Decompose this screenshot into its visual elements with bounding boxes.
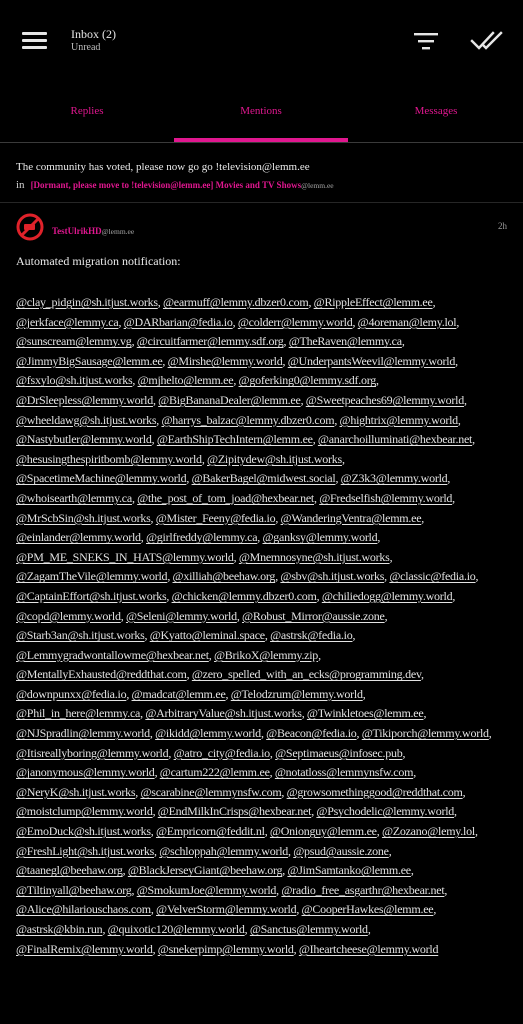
user-mention-link[interactable]: @MrScbSin@sh.itjust.works [16,510,151,525]
user-mention-link[interactable]: @PM_ME_SNEKS_IN_HATS@lemmy.world [16,549,234,564]
user-mention-link[interactable]: @VelverStorm@lemmy.world [156,902,297,917]
page-title: Inbox (2) [71,27,116,41]
page-subtitle: Unread [71,42,101,53]
user-mention-link[interactable]: @sunscream@lemmy.vg [16,334,132,349]
tab-label: Messages [414,105,458,117]
user-mention-link[interactable]: @Phil_in_here@lemmy.ca [16,706,141,721]
user-mention-link[interactable]: @SpacetimeMachine@lemmy.world [16,471,187,486]
mentions-list: @clay_pidgin@sh.itjust.works, @earmuff@lemmy.dbzer0.com, @RippleEffect@lemm.ee, @jerkface@lemmy.ca, @DARbarian@fedia.io, @colderr@lemmy.world, @4oreman@lemy.lol, @sunscream@lemmy.vg, @circuitfarmer@lemmy.sdf.org, @TheRaven@lemmy.ca, @JimmyBigSausage@lemm.ee, @Mirshe@lemmy.world, @UnderpantsWeevil@lemmy.world, @fsxylo@sh.itjust.works, @mjhelto@lemm.ee, @goferking0@lemmy.sdf.org, @DrSleepless@lemmy.world, @BigBananaDealer@lemm.ee, @Sweetpeaches69@lemmy.world, @wheeldawg@sh.itjust.works, @harrys_balzac@lemmy.dbzer0.com, @hightrix@lemmy.world, @Nastybutler@lemmy.world, @EarthShipTechIntern@lemm.ee, @anarchoilluminati@hexbear.net, @hesusingthespiritbomb@lemmy.world, @Zipitydew@sh.itjust.works, @SpacetimeMachine@lemmy.world, @BakerBagel@midwest.social, @Z3k3@lemmy.world, @whoisearth@lemmy.ca, @the_post_of_tom_joad@hexbear.net, @Fredselfish@lemmy.world, @MrScbSin@sh.itjust.works, @Mister_Feeny@fedia.io, @WanderingVentra@lemm.ee, @einlander@lemmy.world, @girlfreddy@lemmy.ca, @ganksy@lemmy.world, @PM_ME_SNEKS_IN_HATS@lemmy.world, @Mnemnosyne@sh.itjust.works, @ZagamTheVile@lemmy.world, @xilliah@beehaw.org, @sbv@sh.itjust.works, @classic@fedia.io, @CaptainEffort@sh.itjust.works, @chicken@lemmy.dbzer0.com, @chiliedogg@lemmy.world, @copd@lemmy.world, @Seleni@lemmy.world, @Robust_Mirror@aussie.zone, @Starb3an@sh.itjust.works, @Kyatto@leminal.space, @astrsk@fedia.io, @Lemmygradwontallowme@hexbear.net, @BrikoX@lemmy.zip, @MentallyExhausted@reddthat.com, @zero_spelled_with_an_ecks@programming.dev, @downpunxx@fedia.io, @madcat@lemm.ee, @Telodzrum@lemmy.world, @Phil_in_here@lemmy.ca, @ArbitraryValue@sh.itjust.works, @Twinkletoes@lemm.ee, @NJSpradlin@lemmy.world, @ikidd@lemmy.world, @Beacon@fedia.io, @Tikiporch@lemmy.world, @Itisreallyboring@lemmy.world, @atro_city@fedia.io, @Septimaeus@infosec.pub, @janonymous@lemmy.world, @cartum222@lemm.ee, @notatloss@lemmynsfw.com, @NeryK@sh.itjust.works, @scarabine@lemmynsfw.com, @growsomethinggood@reddthat.com, @moistclump@lemmy.world, @EndMilkInCrisps@hexbear.net, @Psychodelic@lemmy.world, @EmoDuck@sh.itjust.works, @Empricorn@feddit.nl, @Onionguy@lemm.ee, @Zozano@lemy.lol, @FreshLight@sh.itjust.works, @schloppah@lemmy.world, @psud@aussie.zone, @taanegl@beehaw.org, @BlackJerseyGiant@beehaw.org, @JimSamtanko@lemm.ee, @Tiltinyall@beehaw.org, @SmokumJoe@lemmy.world, @radio_free_asgarthr@hexbear.net, @Alice@hilariouschaos.com, @VelverStorm@lemmy.world, @CooperHawkes@lemm.ee, @astrsk@kbin.run, @quixotic120@lemmy.world, @Sanctus@lemmy.world, @FinalRemix@lemmy.world, @snekerpimp@lemmy.world, @Iheartcheese@lemmy.world [16,295,492,956]
user-mention-link[interactable]: @ikidd@lemmy.world [155,726,261,741]
author-name[interactable]: TestUlrikHD [52,226,102,236]
user-mention-link[interactable]: @Iheartcheese@lemmy.world [298,941,439,956]
user-mention-link[interactable]: @goferking0@lemmy.sdf.org [238,373,377,388]
user-mention-link[interactable]: @UnderpantsWeevil@lemmy.world [287,353,456,368]
user-mention-link[interactable]: @chicken@lemmy.dbzer0.com [171,588,317,603]
user-mention-link[interactable]: @einlander@lemmy.world [16,530,141,545]
user-mention-link[interactable]: @cartum222@lemm.ee [159,765,270,780]
tab-replies[interactable] [0,84,174,142]
user-mention-link[interactable]: @BigBananaDealer@lemm.ee [158,392,301,407]
user-mention-link[interactable]: @Beacon@fedia.io [266,726,357,741]
user-mention-link[interactable]: @BlackJerseyGiant@beehaw.org [127,863,283,878]
hamburger-menu-icon[interactable] [22,30,48,52]
user-mention-link[interactable]: @notatloss@lemmynsfw.com [274,765,414,780]
user-mention-link[interactable]: @downpunxx@fedia.io [16,686,127,701]
user-mention-link[interactable]: @JimmyBigSausage@lemm.ee [16,353,163,368]
user-mention-link[interactable]: @taanegl@beehaw.org [16,863,123,878]
tab-label: Mentions [240,105,282,117]
user-mention-link[interactable]: @radio_free_asgarthr@hexbear.net [281,882,445,897]
user-mention-link[interactable]: @Telodzrum@lemmy.world [230,686,363,701]
user-mention-link[interactable]: @DrSleepless@lemmy.world [16,392,153,407]
user-mention-link[interactable]: @copd@lemmy.world [16,608,121,623]
user-mention-link[interactable]: @Twinkletoes@lemm.ee [306,706,424,721]
user-mention-link[interactable]: @Empricorn@feddit.nl [155,824,265,839]
comment-heading: Automated migration notification: [16,254,181,268]
no-symbol-avatar-icon[interactable] [16,213,44,241]
user-mention-link[interactable]: @xilliah@beehaw.org [172,569,276,584]
user-mention-link[interactable]: @Seleni@lemmy.world [125,608,237,623]
user-mention-link[interactable]: @schloppah@lemmy.world [159,843,289,858]
user-mention-link[interactable]: @Zozano@lemy.lol [381,824,475,839]
user-mention-link[interactable]: @CooperHawkes@lemm.ee [301,902,434,917]
user-mention-link[interactable]: @Tiltinyall@beehaw.org [16,882,132,897]
user-mention-link[interactable]: @ganksy@lemmy.world [262,530,378,545]
post-title[interactable]: The community has voted, please now go go !television@lemm.ee [16,161,310,173]
user-mention-link[interactable]: @scarabine@lemmynsfw.com [140,784,282,799]
community-line [16,179,334,191]
user-mention-link[interactable]: @sbv@sh.itjust.works [280,569,385,584]
user-mention-link[interactable]: @EmoDuck@sh.itjust.works [16,824,151,839]
user-mention-link[interactable]: @RippleEffect@lemm.ee [313,295,433,309]
user-mention-link[interactable]: @anarchoilluminati@hexbear.net [317,432,473,447]
user-mention-link[interactable]: @circuitfarmer@lemmy.sdf.org [136,334,284,349]
user-mention-link[interactable]: @earmuff@lemmy.dbzer0.com [162,295,309,309]
user-mention-link[interactable]: @WanderingVentra@lemm.ee [280,510,422,525]
user-mention-link[interactable]: @BakerBagel@midwest.social [191,471,336,486]
user-mention-link[interactable]: @Mirshe@lemmy.world [167,353,283,368]
user-mention-link[interactable]: @girlfreddy@lemmy.ca [146,530,258,545]
user-mention-link[interactable]: @growsomethinggood@reddthat.com [286,784,463,799]
user-mention-link[interactable]: @madcat@lemm.ee [131,686,226,701]
user-mention-link[interactable]: @astrsk@kbin.run [16,922,103,936]
user-mention-link[interactable]: @Nastybutler@lemmy.world [16,432,152,447]
user-mention-link[interactable]: @NeryK@sh.itjust.works [16,784,136,799]
user-mention-link[interactable]: @FreshLight@sh.itjust.works [16,843,155,858]
user-mention-link[interactable]: @NJSpradlin@lemmy.world [16,726,150,741]
user-mention-link[interactable]: @quixotic120@lemmy.world [107,922,245,936]
user-mention-link[interactable]: @Fredselfish@lemmy.world [319,490,453,505]
user-mention-link[interactable]: @CaptainEffort@sh.itjust.works [16,588,167,603]
user-mention-link[interactable]: @jerkface@lemmy.ca [16,314,119,329]
user-mention-link[interactable]: @ArbitraryValue@sh.itjust.works [145,706,302,721]
top-app-bar [0,0,523,84]
user-mention-link[interactable]: @ZagamTheVile@lemmy.world [16,569,168,584]
divider [0,202,523,203]
comment-time: 2h [498,221,507,231]
user-mention-link[interactable]: @Onionguy@lemm.ee [269,824,377,839]
comment-author[interactable] [52,221,134,239]
user-mention-link[interactable]: @Tikiporch@lemmy.world [361,726,489,741]
user-mention-link[interactable]: @classic@fedia.io [389,569,476,584]
user-mention-link[interactable]: @psud@aussie.zone [293,843,389,858]
user-mention-link[interactable]: @Mister_Feeny@fedia.io [155,510,276,525]
in-label: in [16,179,25,191]
tab-messages[interactable] [349,84,523,142]
user-mention-link[interactable]: @Starb3an@sh.itjust.works [16,628,145,643]
user-mention-link[interactable]: @atro_city@fedia.io [173,745,270,760]
user-mention-link[interactable]: @zero_spelled_with_an_ecks@programming.dev [191,667,421,682]
user-mention-link[interactable]: @4oreman@lemy.lol [357,314,457,329]
user-mention-link[interactable]: @BrikoX@lemmy.zip [214,647,319,662]
tab-label: Replies [70,105,104,117]
user-mention-link[interactable]: @EarthShipTechIntern@lemm.ee [156,432,313,447]
user-mention-link[interactable]: @Sweetpeaches69@lemmy.world [305,392,464,407]
user-mention-link[interactable]: @Zipitydew@sh.itjust.works [207,451,342,466]
user-mention-link[interactable]: @JimSamtanko@lemm.ee [287,863,411,878]
user-mention-link[interactable]: @janonymous@lemmy.world [16,765,155,780]
title-block [71,27,116,55]
community-instance: @lemm.ee [301,181,334,190]
user-mention-link[interactable]: @Alice@hilariouschaos.com [16,902,151,917]
inbox-tabs [0,84,523,142]
divider [0,142,523,143]
double-check-icon[interactable] [470,28,504,54]
user-mention-link[interactable]: @SmokumJoe@lemmy.world [136,882,277,897]
user-mention-link[interactable]: @MentallyExhausted@reddthat.com [16,667,187,682]
user-mention-link[interactable]: @fsxylo@sh.itjust.works [16,373,133,388]
user-mention-link[interactable]: @Sanctus@lemmy.world [249,922,368,936]
user-mention-link[interactable]: @wheeldawg@sh.itjust.works [16,412,157,427]
user-mention-link[interactable]: @Lemmygradwontallowme@hexbear.net [16,647,209,662]
tab-mentions[interactable] [174,84,348,142]
user-mention-link[interactable]: @EndMilkInCrisps@hexbear.net [157,804,312,819]
user-mention-link[interactable]: @Robust_Mirror@aussie.zone [242,608,385,623]
user-mention-link[interactable]: @whoisearth@lemmy.ca [16,490,132,505]
user-mention-link[interactable]: @harrys_balzac@lemmy.dbzer0.com [161,412,335,427]
user-mention-link[interactable]: @Mnemnosyne@sh.itjust.works [238,549,390,564]
user-mention-link[interactable]: @hesusingthespiritbomb@lemmy.world [16,451,202,466]
filter-icon[interactable] [413,32,439,52]
user-mention-link[interactable]: @TheRaven@lemmy.ca [288,334,402,349]
user-mention-link[interactable]: @clay_pidgin@sh.itjust.works [16,295,158,309]
user-mention-link[interactable]: @DARbarian@fedia.io [123,314,233,329]
user-mention-link[interactable]: @astrsk@fedia.io [270,628,353,643]
community-link[interactable]: [Dormant, please move to !television@lemm.ee] Movies and TV Shows [30,180,302,190]
user-mention-link[interactable]: @Itisreallyboring@lemmy.world [16,745,169,760]
user-mention-link[interactable]: @chiliedogg@lemmy.world [321,588,453,603]
user-mention-link[interactable]: @FinalRemix@lemmy.world [16,941,153,956]
user-mention-link[interactable]: @colderr@lemmy.world [237,314,353,329]
user-mention-link[interactable]: @mjhelto@lemm.ee [137,373,234,388]
user-mention-link[interactable]: @Septimaeus@infosec.pub [275,745,403,760]
user-mention-link[interactable]: @Kyatto@leminal.space [149,628,265,643]
user-mention-link[interactable]: @hightrix@lemmy.world [339,412,458,427]
user-mention-link[interactable]: @the_post_of_tom_joad@hexbear.net [137,490,314,505]
user-mention-link[interactable]: @Psychodelic@lemmy.world [316,804,455,819]
user-mention-link[interactable]: @snekerpimp@lemmy.world [157,941,294,956]
user-mention-link[interactable]: @moistclump@lemmy.world [16,804,153,819]
user-mention-link[interactable]: @Z3k3@lemmy.world [340,471,448,486]
author-instance: @lemm.ee [101,227,135,236]
